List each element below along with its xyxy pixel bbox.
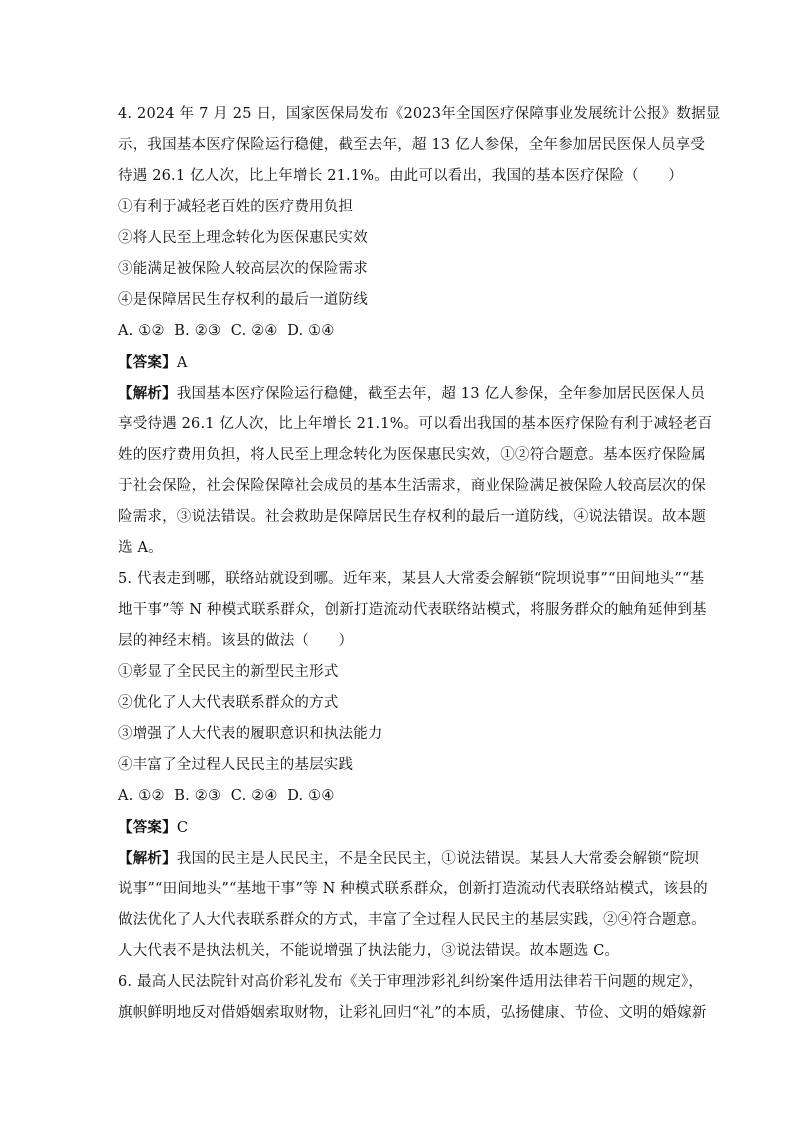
question-stem-line: 4. 2024 年 7 月 25 日，国家医保局发布《2023年全国医疗保障事业发展统计公报》数据显 xyxy=(118,106,721,122)
document-page xyxy=(118,99,721,1029)
statement-2: ②将人民至上理念转化为医保惠民实效 xyxy=(118,230,368,246)
analysis-line: 姓的医疗费用负担，将人民至上理念转化为医保惠民实效，①②符合题意。基本医疗保险属 xyxy=(118,447,706,463)
analysis-line: 做法优化了人大代表联系群众的方式，丰富了全过程人民民主的基层实践，②④符合题意。 xyxy=(118,912,706,928)
statement-4: ④是保障居民生存权利的最后一道防线 xyxy=(118,292,368,308)
analysis-line: 享受待遇 26.1 亿人次，比上年增长 21.1%。可以看出我国的基本医疗保险有利于减轻老百 xyxy=(118,416,713,432)
question-stem-line: 地干事”等 N 种模式联系群众，创新打造流动代表联络站模式，将服务群众的触角延伸到基 xyxy=(118,602,707,618)
analysis-text: 我国的民主是人民民主，不是全民民主，①说法错误。某县人大常委会解锁“院坝 xyxy=(176,851,699,867)
question-5 xyxy=(118,564,708,967)
answer-tag: 【答案】 xyxy=(118,354,177,371)
answer-options: A. ①② B. ②③ C. ②④ D. ①④ xyxy=(118,323,335,339)
statement-1: ①有利于减轻老百姓的医疗费用负担 xyxy=(118,199,354,215)
analysis-line: 选 A。 xyxy=(118,540,163,556)
answer-value: A xyxy=(176,355,188,371)
answer-value: C xyxy=(176,820,189,836)
statement-2: ②优化了人大代表联系群众的方式 xyxy=(118,695,339,711)
statement-3: ③增强了人大代表的履职意识和执法能力 xyxy=(118,726,383,742)
question-stem-line: 待遇 26.1 亿人次，比上年增长 21.1%。由此可以看出，我国的基本医疗保险（ ） xyxy=(118,168,683,184)
question-stem-line: 示，我国基本医疗保险运行稳健，截至去年，超 13 亿人参保，全年参加居民医保人员享受 xyxy=(118,137,706,153)
analysis-line: 说事”“田间地头”“基地干事”等 N 种模式联系群众，创新打造流动代表联络站模式，该县的 xyxy=(118,881,708,897)
question-stem-line: 5. 代表走到哪，联络站就设到哪。近年来，某县人大常委会解锁“院坝说事”“田间地头”“基 xyxy=(118,571,705,587)
statement-3: ③能满足被保险人较高层次的保险需求 xyxy=(118,261,368,277)
analysis-tag: 【解析】 xyxy=(118,385,177,402)
analysis-line: 险需求，③说法错误。社会救助是保障居民生存权利的最后一道防线，④说法错误。故本题 xyxy=(118,509,706,525)
analysis-line xyxy=(118,378,706,409)
analysis-line xyxy=(118,843,699,874)
question-4 xyxy=(118,99,721,564)
question-stem-line: 层的神经末梢。该县的做法（ ） xyxy=(118,633,354,649)
statement-1: ①彰显了全民民主的新型民主形式 xyxy=(118,664,339,680)
answer-options: A. ①② B. ②③ C. ②④ D. ①④ xyxy=(118,788,335,804)
question-stem-line: 旗帜鲜明地反对借婚姻索取财物，让彩礼回归“礼”的本质，弘扬健康、节俭、文明的婚嫁新 xyxy=(118,1005,707,1021)
question-6 xyxy=(118,967,707,1029)
analysis-line: 于社会保险，社会保险保障社会成员的基本生活需求，商业保险满足被保险人较高层次的保 xyxy=(118,478,706,494)
answer-line xyxy=(118,812,684,843)
analysis-tag: 【解析】 xyxy=(118,850,177,867)
analysis-line: 人大代表不是执法机关，不能说增强了执法能力，③说法错误。故本题选 C。 xyxy=(118,943,620,959)
statement-4: ④丰富了全过程人民民主的基层实践 xyxy=(118,757,354,773)
answer-tag: 【答案】 xyxy=(118,819,177,836)
question-stem-line: 6. 最高人民法院针对高价彩礼发布《关于审理涉彩礼纠纷案件适用法律若干问题的规定》， xyxy=(118,974,704,990)
answer-line xyxy=(118,347,684,378)
analysis-text: 我国基本医疗保险运行稳健，截至去年，超 13 亿人参保，全年参加居民医保人员 xyxy=(176,386,706,402)
